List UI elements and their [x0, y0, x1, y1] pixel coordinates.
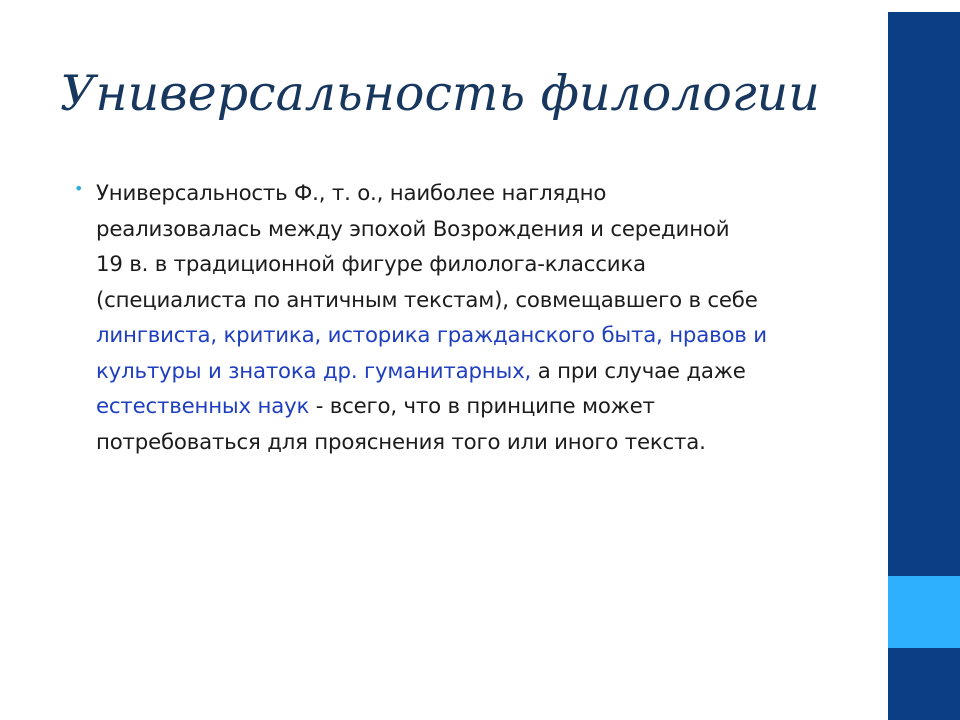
text-line — [96, 354, 846, 390]
slide-title: Универсальность филологии — [60, 65, 820, 122]
text-line — [96, 247, 846, 283]
text-line — [96, 176, 846, 212]
text-segment: реализовалась между эпохой Возрождения и серединой — [96, 216, 730, 242]
bullet-list — [74, 176, 846, 460]
text-line — [96, 318, 846, 354]
bullet-marker: • — [74, 179, 84, 198]
text-line — [96, 389, 846, 425]
text-segment: 19 в. в традиционной фигуре филолога-классика — [96, 252, 646, 277]
highlighted-text-segment: естественных наук — [96, 394, 310, 419]
text-segment: потребоваться для прояснения того или иного текста. — [96, 429, 706, 455]
side-decoration-bar — [888, 0, 960, 720]
highlighted-text-segment: культуры и знатока др. гуманитарных, — [96, 358, 532, 384]
text-segment: (специалиста по античным текстам), совмещавшего в себе — [96, 287, 758, 313]
text-segment: а при случае даже — [531, 358, 746, 384]
text-line — [96, 212, 846, 248]
text-line — [96, 425, 846, 461]
bullet-text — [96, 176, 846, 460]
text-line — [96, 283, 846, 319]
side-bar-top-gap — [888, 0, 960, 12]
bullet-item — [74, 176, 846, 460]
highlighted-text-segment: лингвиста, критика, историка гражданского быта, нравов и — [96, 323, 767, 348]
text-segment: Универсальность Ф., т. о., наиболее наглядно — [96, 181, 607, 206]
text-segment: - всего, что в принципе может — [309, 394, 655, 419]
side-accent-block — [888, 576, 960, 648]
